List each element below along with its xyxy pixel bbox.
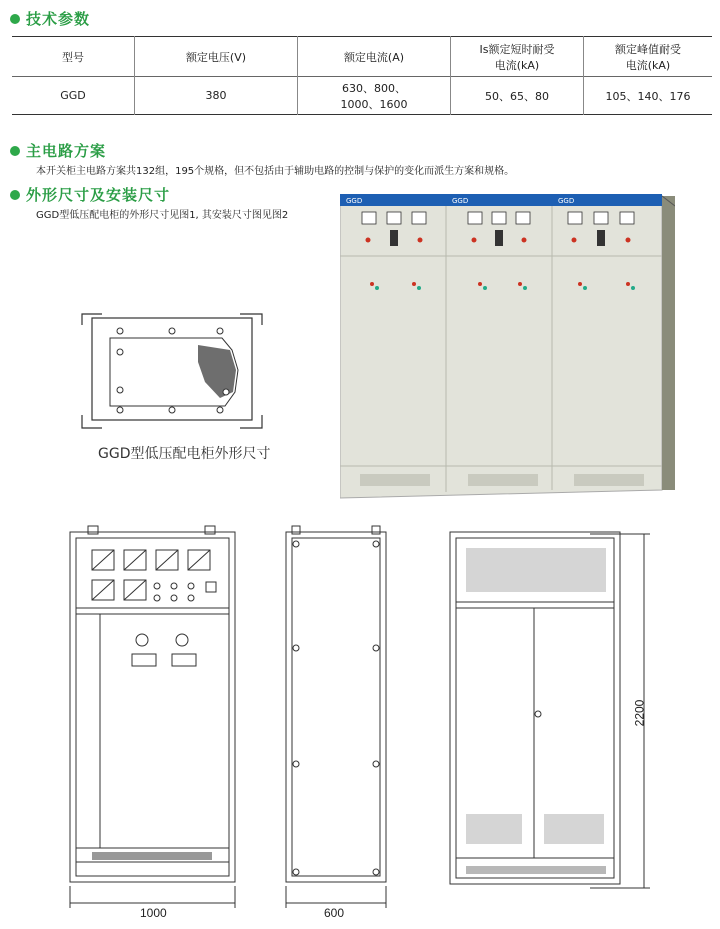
photo-label: GGD — [346, 197, 363, 205]
header-peak: 额定峰值耐受 电流(kA) — [584, 37, 713, 77]
width-dimension: 1000 — [140, 906, 167, 920]
bullet-icon — [10, 146, 20, 156]
section-title: 主电路方案 — [26, 142, 107, 160]
photo-label: GGD — [452, 197, 469, 205]
section-dimensions — [10, 184, 170, 205]
header-current: 额定电流(A) — [298, 37, 451, 77]
bullet-icon — [10, 14, 20, 24]
cell-short-time: 50、65、80 — [451, 77, 584, 115]
height-dimension: 2200 — [632, 699, 647, 727]
table-header-row — [12, 37, 712, 77]
dimensions-text: GGD型低压配电柜的外形尺寸见图1, 其安装尺寸图见图2 — [36, 210, 289, 221]
cabinet-photo — [340, 190, 675, 508]
depth-dimension: 600 — [324, 906, 345, 920]
section-title: 外形尺寸及安装尺寸 — [26, 186, 171, 204]
header-short-time: Is额定短时耐受 电流(kA) — [451, 37, 584, 77]
cell-model: GGD — [60, 89, 86, 102]
footprint-drawing — [80, 310, 270, 435]
cell-peak: 105、140、176 — [584, 77, 713, 115]
side-elevation-drawing — [280, 518, 390, 918]
table-row — [12, 77, 712, 115]
photo-label: GGD — [558, 197, 575, 205]
header-voltage: 额定电压(V) — [135, 37, 298, 77]
main-circuit-text: 本开关柜主电路方案共132组，195个规格，但不包括由于辅助电路的控制与保护的变化而派生方案和规格。 — [36, 166, 515, 177]
section-main-circuit — [10, 140, 106, 161]
header-model: 型号 — [62, 50, 84, 64]
front-elevation-drawing — [62, 518, 247, 918]
section-tech-params — [10, 8, 90, 29]
cell-current: 630、800、 1000、1600 — [298, 77, 451, 115]
cell-voltage: 380 — [135, 77, 298, 115]
spec-table — [12, 36, 712, 115]
section-title: 技术参数 — [26, 10, 91, 28]
bullet-icon — [10, 190, 20, 200]
footprint-caption: GGD型低压配电柜外形尺寸 — [98, 446, 271, 462]
